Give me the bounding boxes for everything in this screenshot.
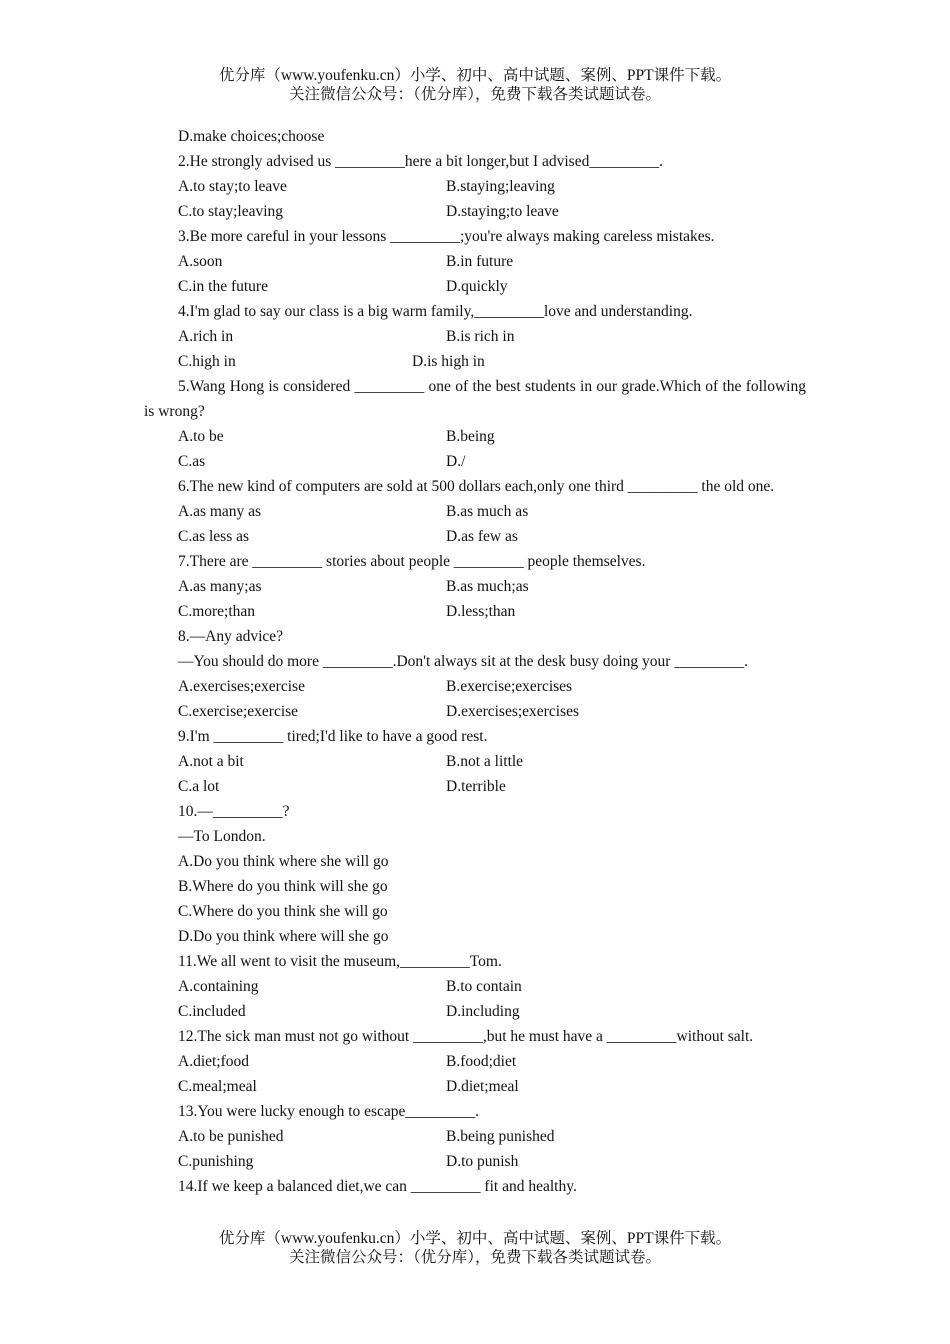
option-b: B.staying;leaving xyxy=(446,178,555,195)
option-d: D.as few as xyxy=(446,528,518,545)
option-d: D.diet;meal xyxy=(446,1078,519,1095)
question-5: 5.Wang Hong is considered _________ one of the best students in our grade.Which of the following is wrong? xyxy=(144,378,806,420)
option-row xyxy=(144,199,806,224)
footer-line-2: 关注微信公众号：（优分库），免费下载各类试题试卷。 xyxy=(288,1249,661,1266)
option-d: D.is high in xyxy=(412,353,485,370)
option-row xyxy=(144,424,806,449)
option-b: B.being punished xyxy=(446,1128,555,1145)
question-4: 4.I'm glad to say our class is a big warm family,_________love and understanding. xyxy=(178,303,693,320)
question-7: 7.There are _________ stories about people _________ people themselves. xyxy=(178,553,646,570)
option-line: D.make choices;choose xyxy=(178,128,325,145)
question-9: 9.I'm _________ tired;I'd like to have a good rest. xyxy=(178,728,488,745)
option-row xyxy=(144,1124,806,1149)
option-c: C.Where do you think she will go xyxy=(178,903,388,920)
option-a: A.as many as xyxy=(178,503,262,520)
option-row xyxy=(144,274,806,299)
option-b: B.is rich in xyxy=(446,328,515,345)
option-row xyxy=(144,699,806,724)
option-row xyxy=(144,1074,806,1099)
option-d: D.staying;to leave xyxy=(446,203,559,220)
option-a: A.containing xyxy=(178,978,259,995)
option-d: D.including xyxy=(446,1003,520,1020)
option-row xyxy=(144,974,806,999)
option-b: B.food;diet xyxy=(446,1053,517,1070)
question-10: 10.—_________? xyxy=(178,803,290,820)
option-b: B.Where do you think will she go xyxy=(178,878,388,895)
option-a: A.as many;as xyxy=(178,578,262,595)
question-14: 14.If we keep a balanced diet,we can _________ fit and healthy. xyxy=(178,1178,577,1195)
option-d: D.to punish xyxy=(446,1153,519,1170)
option-c: C.punishing xyxy=(178,1153,254,1170)
question-11: 11.We all went to visit the museum,_________Tom. xyxy=(178,953,502,970)
option-b: B.to contain xyxy=(446,978,522,995)
option-row xyxy=(144,574,806,599)
option-a: A.to be punished xyxy=(178,1128,284,1145)
question-10-reply: —To London. xyxy=(178,828,266,845)
question-8: 8.—Any advice? xyxy=(178,628,284,645)
option-c: C.to stay;leaving xyxy=(178,203,284,220)
option-d: D.quickly xyxy=(446,278,508,295)
option-a: A.to stay;to leave xyxy=(178,178,287,195)
question-13: 13.You were lucky enough to escape_________. xyxy=(178,1103,480,1120)
option-d: D.exercises;exercises xyxy=(446,703,579,720)
option-b: B.not a little xyxy=(446,753,524,770)
option-c: C.more;than xyxy=(178,603,256,620)
option-row xyxy=(144,324,806,349)
option-row xyxy=(144,249,806,274)
question-6: 6.The new kind of computers are sold at 500 dollars each,only one third _________ the old one. xyxy=(178,478,775,495)
option-c: C.meal;meal xyxy=(178,1078,257,1095)
option-row xyxy=(144,499,806,524)
option-c: C.a lot xyxy=(178,778,220,795)
option-a: A.exercises;exercise xyxy=(178,678,305,695)
option-a: A.not a bit xyxy=(178,753,244,770)
option-row xyxy=(144,749,806,774)
option-c: C.in the future xyxy=(178,278,268,295)
option-row xyxy=(144,174,806,199)
option-d: D.terrible xyxy=(446,778,506,795)
option-row xyxy=(144,599,806,624)
option-row xyxy=(144,349,806,374)
question-2: 2.He strongly advised us _________here a bit longer,but I advised_________. xyxy=(178,153,663,170)
page-footer xyxy=(0,1229,950,1267)
option-b: B.exercise;exercises xyxy=(446,678,573,695)
question-12: 12.The sick man must not go without _________,but he must have a _________without salt. xyxy=(178,1028,754,1045)
option-c: C.exercise;exercise xyxy=(178,703,299,720)
option-row xyxy=(144,774,806,799)
option-b: B.as much;as xyxy=(446,578,529,595)
option-d: D.Do you think where will she go xyxy=(178,928,389,945)
option-c: C.included xyxy=(178,1003,246,1020)
option-row xyxy=(144,524,806,549)
option-row xyxy=(144,674,806,699)
option-a: A.rich in xyxy=(178,328,234,345)
option-a: A.to be xyxy=(178,428,224,445)
option-row xyxy=(144,1149,806,1174)
option-c: C.as xyxy=(178,453,206,470)
option-d: D./ xyxy=(446,453,466,470)
option-c: C.high in xyxy=(178,353,236,370)
option-a: A.diet;food xyxy=(178,1053,250,1070)
question-8-reply: —You should do more _________.Don't always sit at the desk busy doing your _________. xyxy=(178,653,748,670)
option-a: A.soon xyxy=(178,253,223,270)
option-b: B.being xyxy=(446,428,495,445)
header-line-1: 优分库（www.youfenku.cn）小学、初中、高中试题、案例、PPT课件下载。 xyxy=(218,67,732,84)
option-row xyxy=(144,449,806,474)
option-row xyxy=(144,999,806,1024)
header-line-2: 关注微信公众号：（优分库），免费下载各类试题试卷。 xyxy=(288,86,661,103)
footer-line-1: 优分库（www.youfenku.cn）小学、初中、高中试题、案例、PPT课件下载。 xyxy=(218,1230,732,1247)
option-row xyxy=(144,1049,806,1074)
question-3: 3.Be more careful in your lessons _________;you're always making careless mistakes. xyxy=(178,228,715,245)
page-header xyxy=(0,66,950,104)
question-list xyxy=(144,124,806,1199)
option-b: B.in future xyxy=(446,253,514,270)
option-a: A.Do you think where she will go xyxy=(178,853,389,870)
option-c: C.as less as xyxy=(178,528,250,545)
option-b: B.as much as xyxy=(446,503,529,520)
option-d: D.less;than xyxy=(446,603,516,620)
